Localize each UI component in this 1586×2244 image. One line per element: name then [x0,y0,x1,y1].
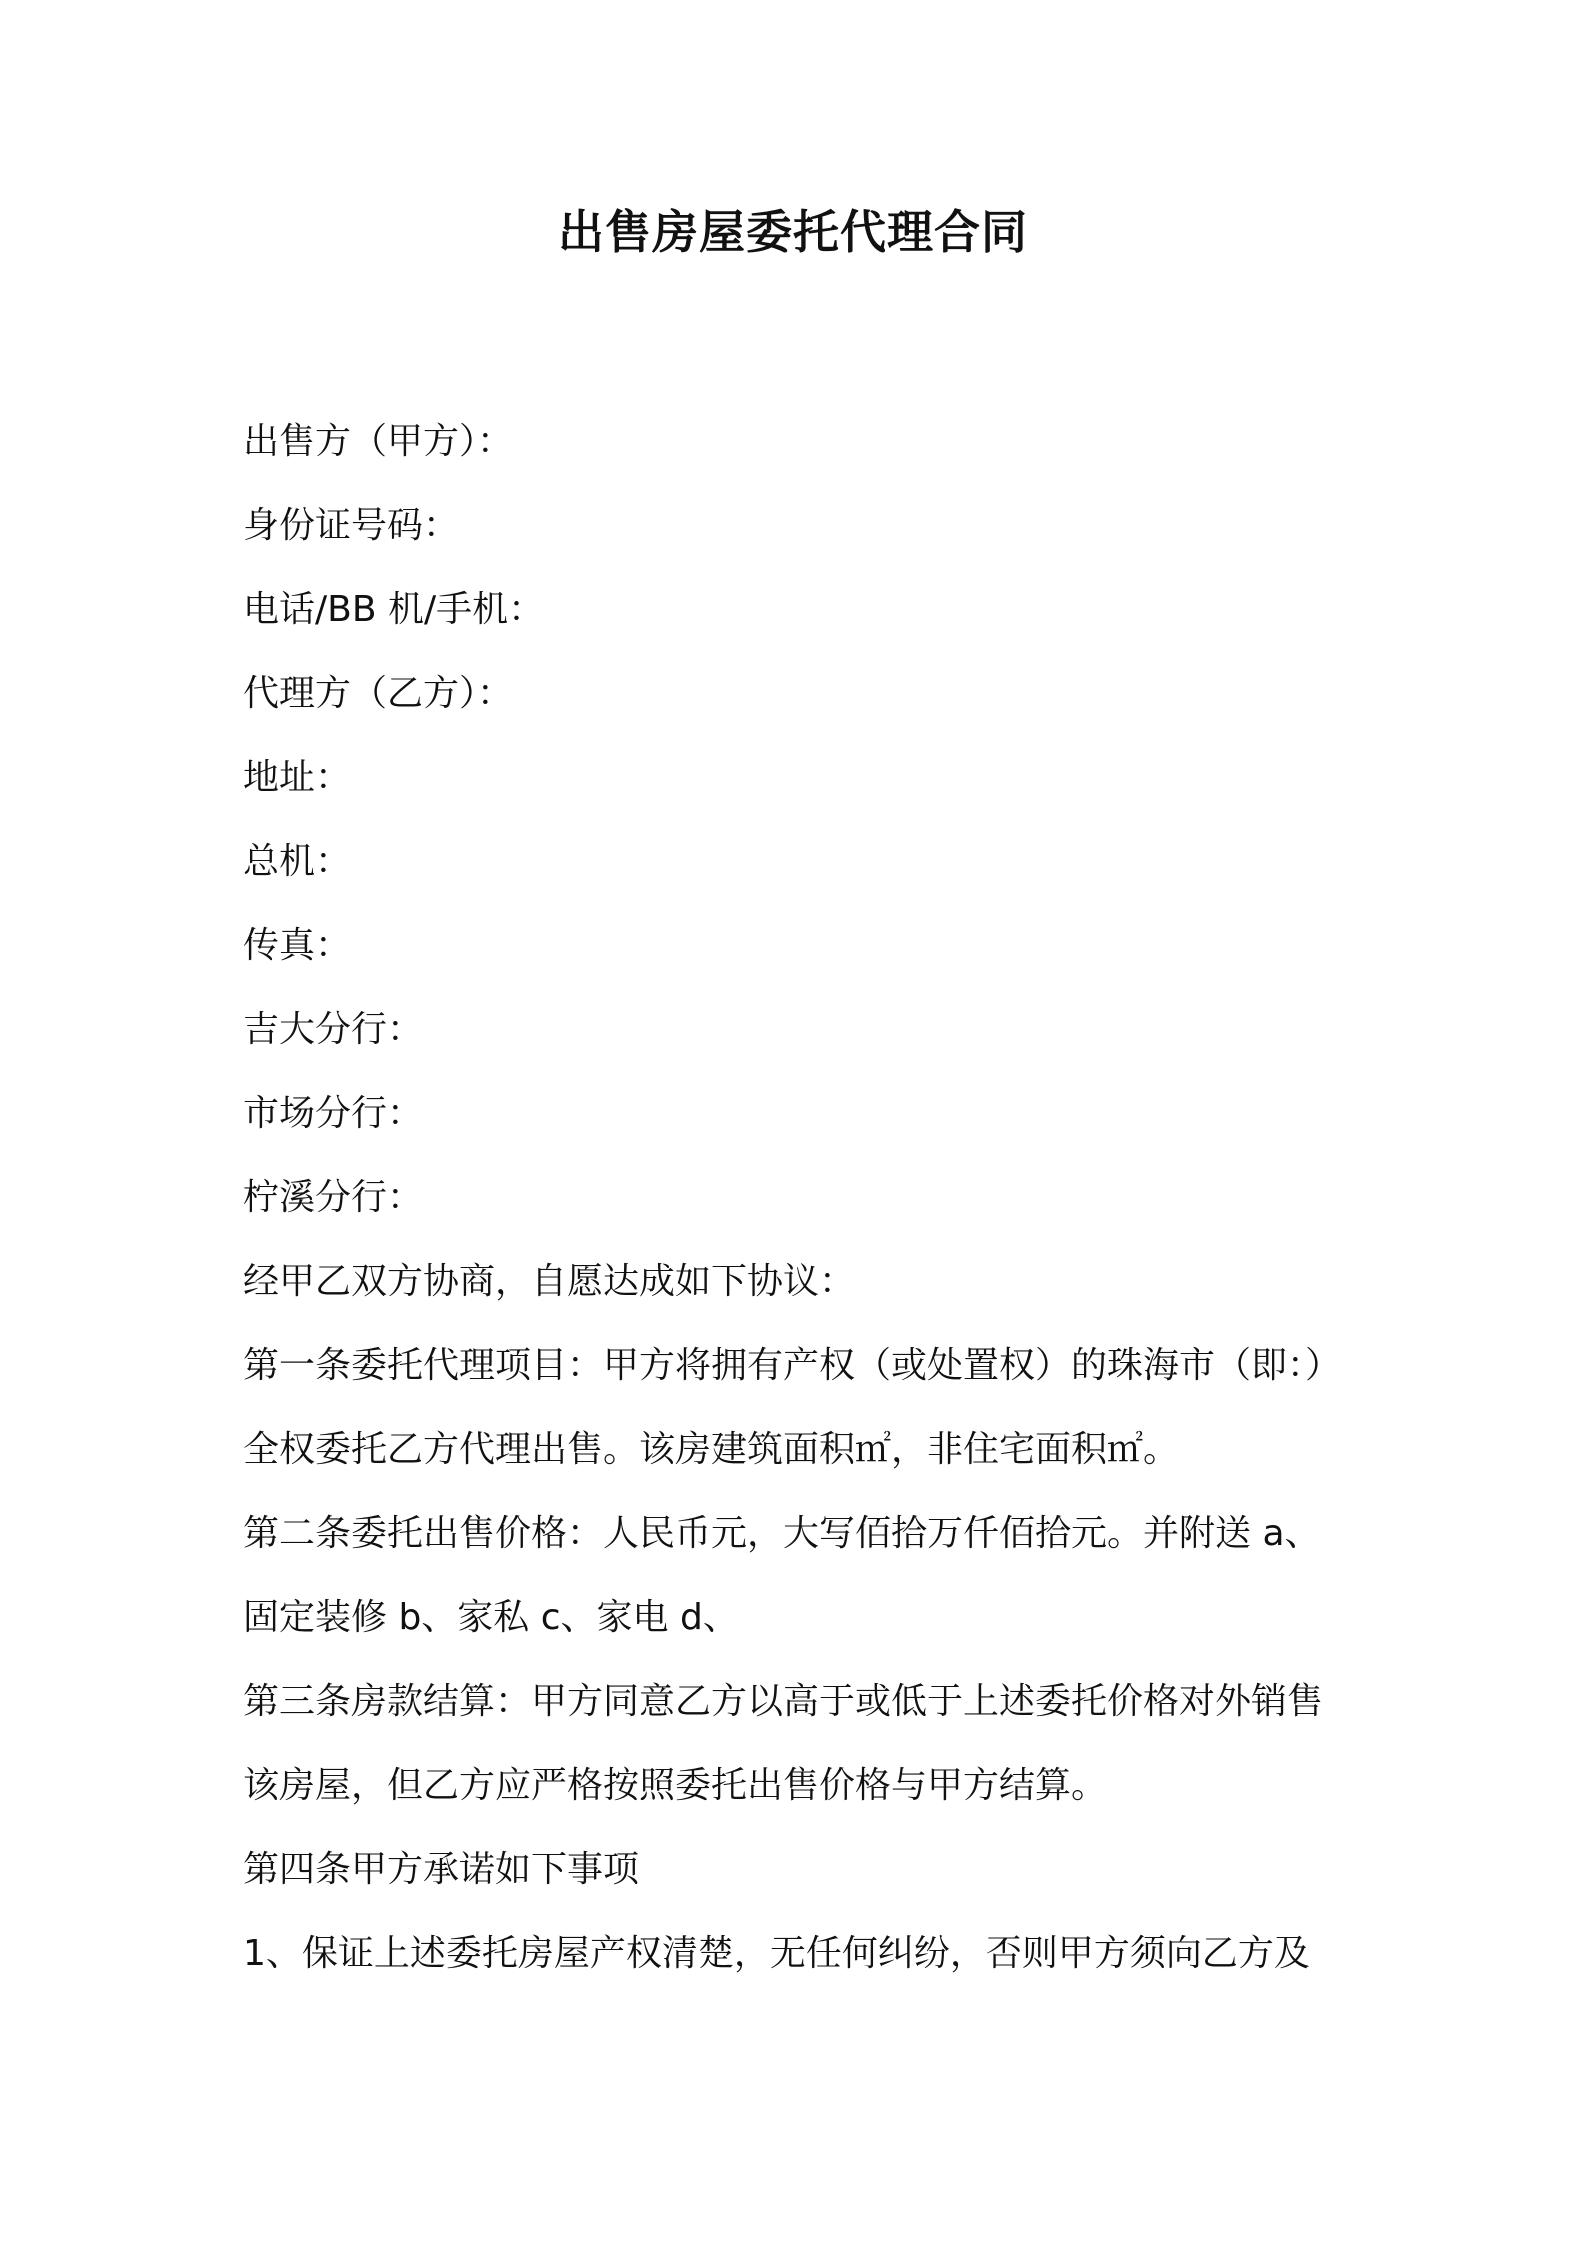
agreement-intro: 经甲乙双方协商，自愿达成如下协议： [243,1261,856,1302]
clause-3-line-2: 该房屋，但乙方应严格按照委托出售价格与甲方结算。 [243,1765,1108,1806]
clause-2-line-1: 第二条委托出售价格：人民币元，大写佰拾万仟佰拾元。并附送 a、 [243,1513,1321,1554]
clause-3-line-1: 第三条房款结算：甲方同意乙方以高于或低于上述委托价格对外销售 [243,1681,1324,1722]
document-body [243,400,1363,1996]
clause-1-line-2: 全权委托乙方代理出售。该房建筑面积㎡，非住宅面积㎡。 [243,1429,1180,1470]
field-fax: 传真： [243,925,352,966]
field-address: 地址： [243,757,352,798]
field-branch-market: 市场分行： [243,1093,424,1134]
field-agent: 代理方（乙方）： [243,673,514,714]
clause-2-line-2: 固定装修 b、家私 c、家电 d、 [243,1597,739,1638]
field-phone: 电话/BB 机/手机： [243,589,545,630]
field-branch-jida: 吉大分行： [243,1009,424,1050]
field-id-number: 身份证号码： [243,505,460,546]
document-title: 出售房屋委托代理合同 [558,205,1028,259]
field-switchboard: 总机： [243,841,352,882]
field-branch-ningxi: 柠溪分行： [243,1177,424,1218]
clause-1-line-1: 第一条委托代理项目：甲方将拥有产权（或处置权）的珠海市（即：） [243,1345,1342,1386]
clause-4-heading: 第四条甲方承诺如下事项 [243,1849,640,1890]
field-seller: 出售方（甲方）： [243,421,514,462]
clause-4-item-1: 1、保证上述委托房屋产权清楚，无任何纠纷，否则甲方须向乙方及 [243,1933,1310,1974]
